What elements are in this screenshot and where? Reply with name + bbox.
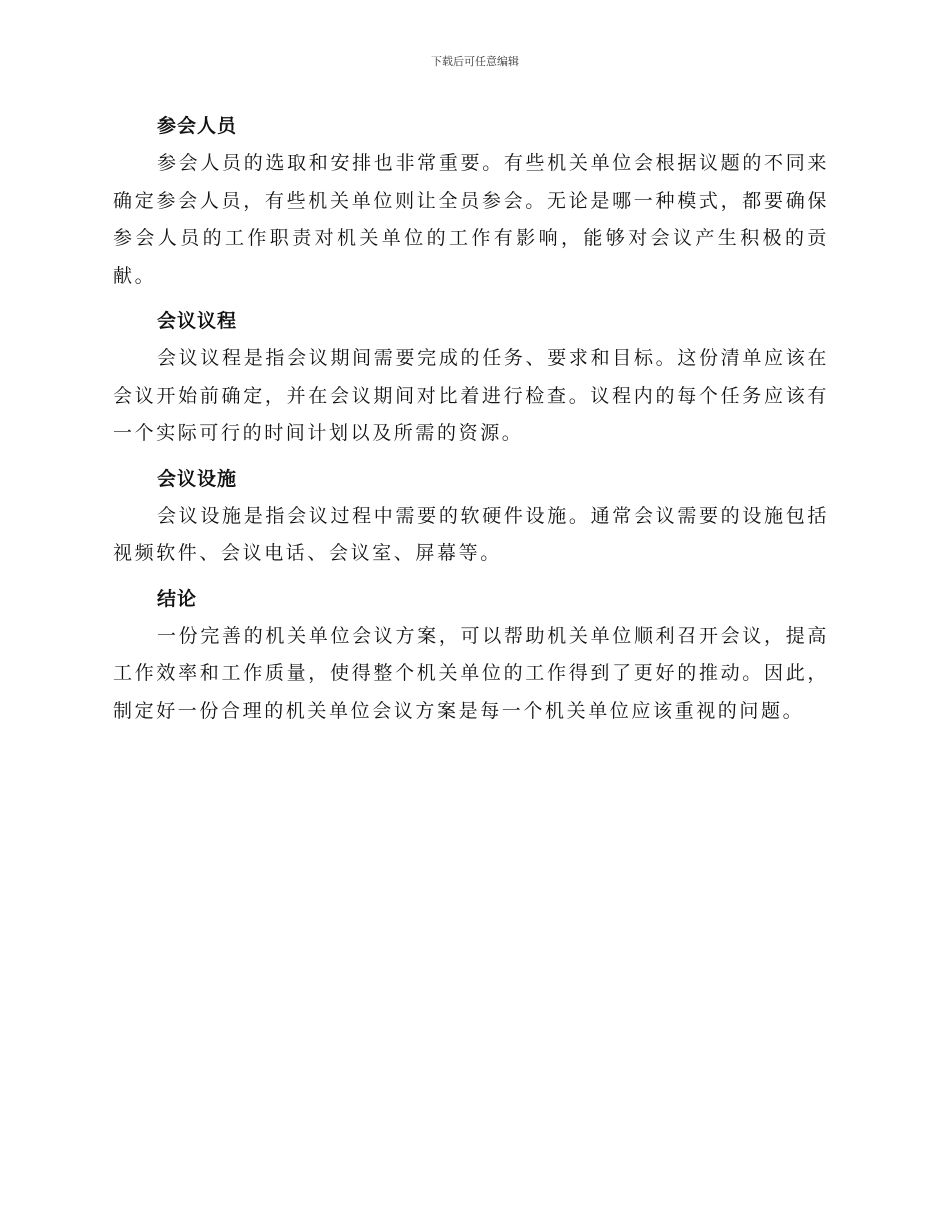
document-body	[113, 108, 829, 738]
section-heading: 结论	[157, 587, 198, 610]
section-conclusion	[113, 581, 829, 731]
section-paragraph: 一份完善的机关单位会议方案，可以帮助机关单位顺利召开会议，提高工作效率和工作质量，使得整个机关单位的工作得到了更好的推动。因此，制定好一份合理的机关单位会议方案是每一个机关单位应该重视的问题。	[113, 624, 829, 722]
section-heading: 会议设施	[157, 467, 238, 490]
section-paragraph: 参会人员的选取和安排也非常重要。有些机关单位会根据议题的不同来确定参会人员，有些机关单位则让全员参会。无论是哪一种模式，都要确保参会人员的工作职责对机关单位的工作有影响，能够对会议产生积极的贡献。	[113, 152, 829, 287]
section-heading: 会议议程	[157, 310, 238, 332]
page-header: 下载后可任意编辑	[431, 55, 519, 68]
section-facilities	[113, 461, 829, 573]
section-heading: 参会人员	[157, 115, 238, 137]
section-participants	[113, 108, 829, 295]
section-paragraph: 会议设施是指会议过程中需要的软硬件设施。通常会议需要的设施包括视频软件、会议电话、会议室、屏幕等。	[113, 504, 829, 564]
section-agenda	[113, 303, 829, 453]
section-paragraph: 会议议程是指会议期间需要完成的任务、要求和目标。这份清单应该在会议开始前确定，并在会议期间对比着进行检查。议程内的每个任务应该有一个实际可行的时间计划以及所需的资源。	[113, 347, 829, 444]
